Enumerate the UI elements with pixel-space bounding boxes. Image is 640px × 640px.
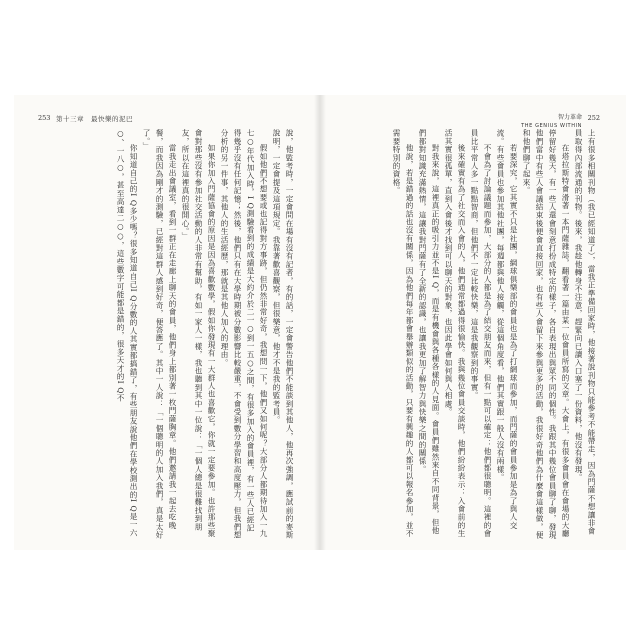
right-page: [320, 95, 626, 550]
right-page-number: 252: [587, 114, 600, 122]
left-running-head: 第十三章 最快樂的泥巴: [56, 115, 133, 123]
paragraph: 說，他監考時，一定會問在場有沒有記者，有的話，一定會警告他們不能談到其他人，他再次強調，應試前的麥斯說明，一定會提及這項規定。我靠著歡喜觀察，但很樂意，他才不是我的監考員。: [272, 129, 294, 539]
right-running-head: [521, 114, 582, 130]
paragraph: 不會為了討論議題而參加，大部分的人都是為了結交朋友而來，但有一點可以確定：他們都很聰明。這裡的會員比平常人多一點點智商，但他們不一定比較快樂，這是我觀察到的事實。: [470, 129, 492, 538]
paragraph: 如果你加入門薩協會的原因是因為喜歡數學，假如你發現有一大群人也喜歡它，你就一定要參加。也許那些聚會對那些沒有參加社交活動的人非常有幫助，有如一家人一樣，我也聽到其中一位說：「一個人總是很難找到朋友，所以在這裡真的很開心。」: [181, 129, 216, 538]
running-head-chinese: 智力革命: [557, 114, 582, 121]
paragraph: 在塔拉斯特會滑著一本門薩雜誌，翻看著一篇由某一位會員所寫的文章。大會上，有很多會員會在會場的大廳停留好幾天，有一些人還會刻意打扮成特定的樣子，各自表現出與眾不同的個性。我跟其中幾位會員聊了聊，發現他們當中有些人會議結束後便會直接回家，也有些人會留下來參與更多的活動，我很好奇他們為什麼會這樣做，便和他們聊了起來。: [522, 129, 570, 539]
book-spread: [14, 95, 626, 550]
paragraph: 上有很多相關刊物（我已經知道了），當我正準備回家時，他接著說刊物只能參考不能帶走，因為門薩不想讓非會員取得內部流通的刊物。後來，我趁他轉身不注意，趕緊向已讀入口塞了一份資料，他沒有發現。: [574, 129, 596, 536]
paragraph: 他說，若是錯過的話也沒有關係，因為他們每年都會舉辦類似的活動，只要有興趣的人都可以報名參加，並不需要特別的資格。: [392, 129, 414, 538]
left-page-body: [44, 129, 296, 539]
left-page-number: 253: [38, 114, 51, 122]
left-page: [14, 95, 320, 550]
running-head-english: THE GENIUS WITHIN: [521, 123, 582, 129]
paragraph: 當我走出會議室，看到一群正在走廊上聊天的會員，他們身上都別著一枚門薩胸章。他們邀請我一起去吃晚餐，而我因為剛才的測驗，已經對這群人感到好奇，便答應了。其中一人說：「一個聰明的人加入我們，真是太好了。」: [142, 129, 177, 539]
paragraph: 後來確實有為了社交而入會的人，他們通常都過得很愉快。我與幾位會員交談時，他們紛紛表示：入會前的生活其實很孤單，直到入會後才找到可以聊天的對象，也因此學會如何與人相處。: [444, 129, 466, 538]
paragraph: 你知道自己的I Q多少嗎？很多知道自己I Q分數的人其實都搞錯了，有些朋友說他們在學校測出的I Q是一六○、一八○，甚至高達二○○，這些數字可能都是錯的，很多天才的I Q不: [116, 129, 138, 538]
paragraph: 若要深究，它其實不只是社團，網球俱樂部的會員也是為了打網球而參加，而門薩的會員參加是為了與人交流。有些會員也參加其他社團，每週都與他人接觸，從這個角度看，他們其實跟一般人沒有兩樣。: [496, 129, 518, 530]
paragraph: 假如他們不想要或也記得對方事跡，但仍然非常好奇，我想問一下，他們又如何呢？大部分人都期待加入一九七○年代加入時，I Q測驗看到的成績是大約介於二一○到一五○之間，有很多加入的會員裡，有一些人已經記得幾乎沒有任何記憶；然後，他們只有在大學時期被分數影響比較嚴重，不會受到數分學習和高度壓力，但我們想分析的另一件事，其他人的生活經歷，那就是其他人加入的理由。: [220, 129, 268, 539]
right-page-body: [346, 129, 598, 539]
paragraph: 對我來說，這裡真正的吸引力並不是I Q，而是有機會與各種各樣的人見面。會員們雖然來自不同背景，但他們都對知識充滿熱情，這讓我對門薩有了全新的認識，也讓我更加了解智力與快樂之間的關係。: [418, 129, 440, 535]
